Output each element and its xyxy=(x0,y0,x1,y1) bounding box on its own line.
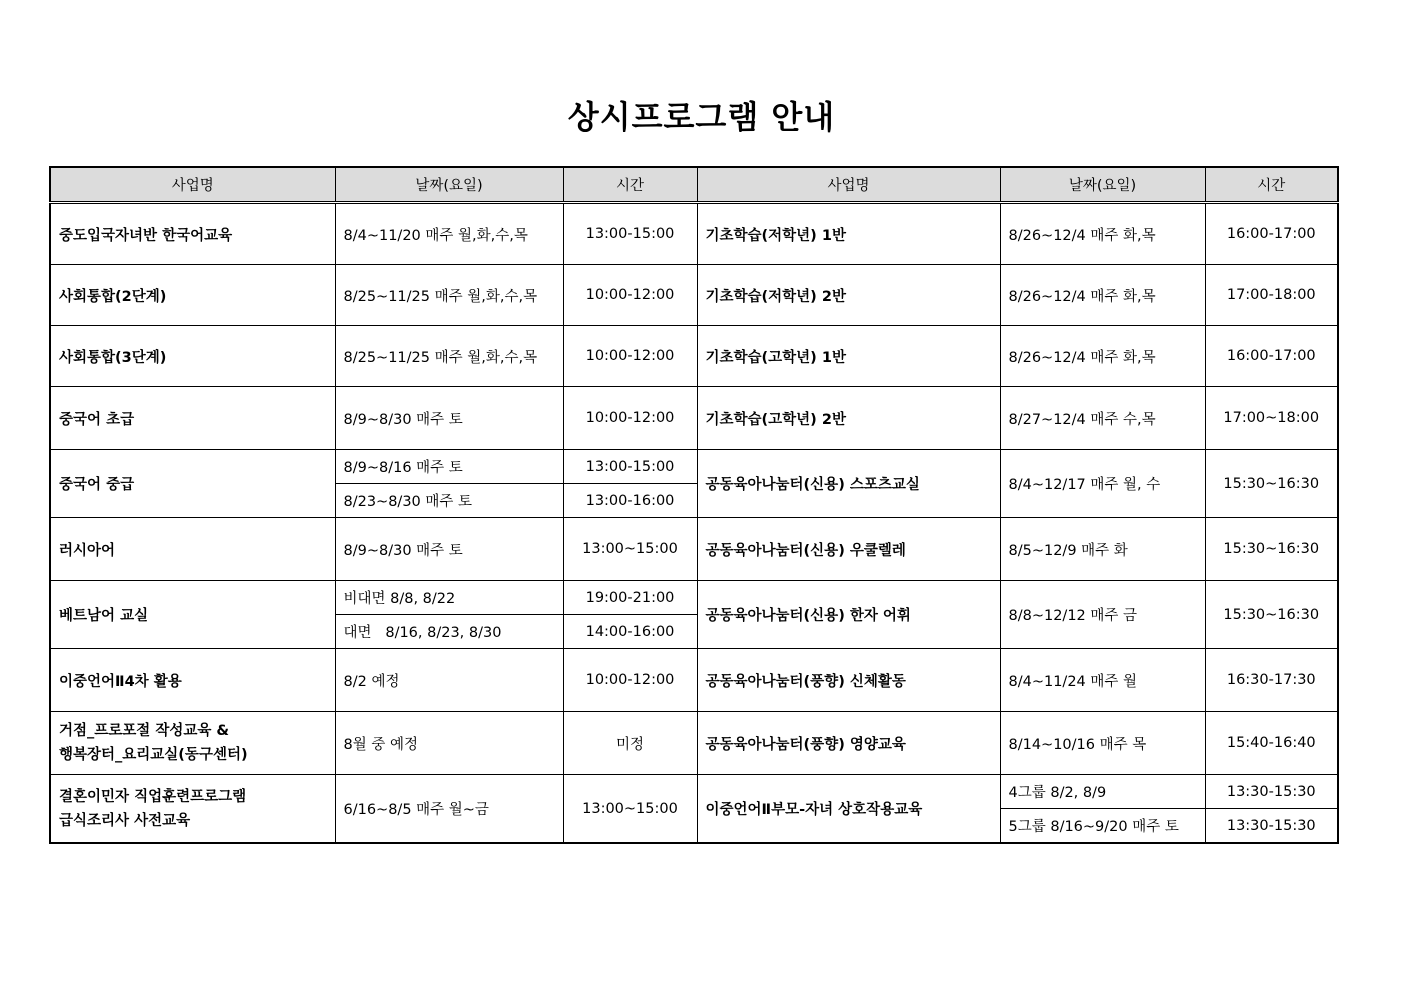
program-date: 8/26~12/4 매주 화,목 xyxy=(1000,265,1205,326)
program-time: 16:30-17:30 xyxy=(1205,649,1338,712)
program-name-line-2: 급식조리사 사전교육 xyxy=(59,812,191,829)
header-date-left: 날짜(요일) xyxy=(335,167,563,203)
program-date: 8/23~8/30 매주 토 xyxy=(335,484,563,518)
program-name: 기초학습(저학년) 1반 xyxy=(697,203,1000,265)
program-date: 8/4~12/17 매주 월, 수 xyxy=(1000,450,1205,518)
program-name: 이중언어Ⅱ부모-자녀 상호작용교육 xyxy=(697,775,1000,844)
program-date: 8/8~12/12 매주 금 xyxy=(1000,581,1205,649)
program-name: 중도입국자녀반 한국어교육 xyxy=(50,203,335,265)
program-name: 공동육아나눔터(신용) 한자 어휘 xyxy=(697,581,1000,649)
program-date: 8/9~8/30 매주 토 xyxy=(335,518,563,581)
program-time: 17:00-18:00 xyxy=(1205,265,1338,326)
program-date: 8월 중 예정 xyxy=(335,712,563,775)
program-time: 14:00-16:00 xyxy=(563,615,697,649)
program-date: 8/9~8/16 매주 토 xyxy=(335,450,563,484)
program-date: 8/14~10/16 매주 목 xyxy=(1000,712,1205,775)
header-time-right: 시간 xyxy=(1205,167,1338,203)
program-name: 베트남어 교실 xyxy=(50,581,335,649)
program-date: 8/26~12/4 매주 화,목 xyxy=(1000,326,1205,387)
header-program-right: 사업명 xyxy=(697,167,1000,203)
program-name: 이중언어Ⅱ4차 활용 xyxy=(50,649,335,712)
program-date: 대면 8/16, 8/23, 8/30 xyxy=(335,615,563,649)
program-time: 13:00-15:00 xyxy=(563,450,697,484)
program-name: 공동육아나눔터(풍향) 영양교육 xyxy=(697,712,1000,775)
program-name: 공동육아나눔터(신용) 스포츠교실 xyxy=(697,450,1000,518)
program-name: 기초학습(고학년) 2반 xyxy=(697,387,1000,450)
program-name: 공동육아나눔터(신용) 우쿨렐레 xyxy=(697,518,1000,581)
program-time: 15:30~16:30 xyxy=(1205,450,1338,518)
program-time: 미정 xyxy=(563,712,697,775)
table-row xyxy=(50,518,1338,581)
table-row xyxy=(50,265,1338,326)
program-date: 8/5~12/9 매주 화 xyxy=(1000,518,1205,581)
table-row xyxy=(50,775,1338,809)
program-schedule-table xyxy=(49,166,1339,844)
program-time: 13:30-15:30 xyxy=(1205,809,1338,844)
program-time: 10:00-12:00 xyxy=(563,265,697,326)
program-date: 8/2 예정 xyxy=(335,649,563,712)
header-date-right: 날짜(요일) xyxy=(1000,167,1205,203)
program-name-line-1: 결혼이민자 직업훈련프로그램 xyxy=(59,788,247,805)
program-time: 15:30~16:30 xyxy=(1205,581,1338,649)
program-time: 17:00~18:00 xyxy=(1205,387,1338,450)
program-time: 10:00-12:00 xyxy=(563,326,697,387)
program-time: 15:40-16:40 xyxy=(1205,712,1338,775)
program-date: 4그룹 8/2, 8/9 xyxy=(1000,775,1205,809)
table-row xyxy=(50,203,1338,265)
program-time: 13:00~15:00 xyxy=(563,775,697,844)
program-date: 8/25~11/25 매주 월,화,수,목 xyxy=(335,326,563,387)
program-time: 13:00-15:00 xyxy=(563,203,697,265)
program-time: 16:00-17:00 xyxy=(1205,203,1338,265)
program-name-line-2: 행복장터_요리교실(동구센터) xyxy=(59,747,248,763)
program-name: 기초학습(저학년) 2반 xyxy=(697,265,1000,326)
program-date: 6/16~8/5 매주 월~금 xyxy=(335,775,563,844)
table-row xyxy=(50,581,1338,615)
program-time: 10:00-12:00 xyxy=(563,387,697,450)
program-date: 8/27~12/4 매주 수,목 xyxy=(1000,387,1205,450)
program-time: 13:00-16:00 xyxy=(563,484,697,518)
program-date: 8/4~11/20 매주 월,화,수,목 xyxy=(335,203,563,265)
table-header-row xyxy=(50,167,1338,203)
program-name: 공동육아나눔터(풍향) 신체활동 xyxy=(697,649,1000,712)
program-date: 8/4~11/24 매주 월 xyxy=(1000,649,1205,712)
table-row xyxy=(50,649,1338,712)
program-date: 비대면 8/8, 8/22 xyxy=(335,581,563,615)
table-row xyxy=(50,450,1338,484)
program-date: 8/25~11/25 매주 월,화,수,목 xyxy=(335,265,563,326)
program-name: 러시아어 xyxy=(50,518,335,581)
program-name: 중국어 초급 xyxy=(50,387,335,450)
program-name: 기초학습(고학년) 1반 xyxy=(697,326,1000,387)
program-time: 16:00-17:00 xyxy=(1205,326,1338,387)
page-title: 상시프로그램 안내 xyxy=(567,98,836,136)
program-time: 19:00-21:00 xyxy=(563,581,697,615)
program-name xyxy=(50,775,335,844)
program-time: 13:00~15:00 xyxy=(563,518,697,581)
program-name: 중국어 중급 xyxy=(50,450,335,518)
program-date: 5그룹 8/16~9/20 매주 토 xyxy=(1000,809,1205,844)
program-name: 사회통합(2단계) xyxy=(50,265,335,326)
header-program-left: 사업명 xyxy=(50,167,335,203)
program-date: 8/26~12/4 매주 화,목 xyxy=(1000,203,1205,265)
header-time-left: 시간 xyxy=(563,167,697,203)
table-row xyxy=(50,326,1338,387)
table-row xyxy=(50,387,1338,450)
table-row xyxy=(50,712,1338,775)
program-name xyxy=(50,712,335,775)
program-name: 사회통합(3단계) xyxy=(50,326,335,387)
program-date: 8/9~8/30 매주 토 xyxy=(335,387,563,450)
program-time: 13:30-15:30 xyxy=(1205,775,1338,809)
program-time: 15:30~16:30 xyxy=(1205,518,1338,581)
program-time: 10:00-12:00 xyxy=(563,649,697,712)
program-name-line-1: 거점_프로포절 작성교육 & xyxy=(59,723,230,739)
